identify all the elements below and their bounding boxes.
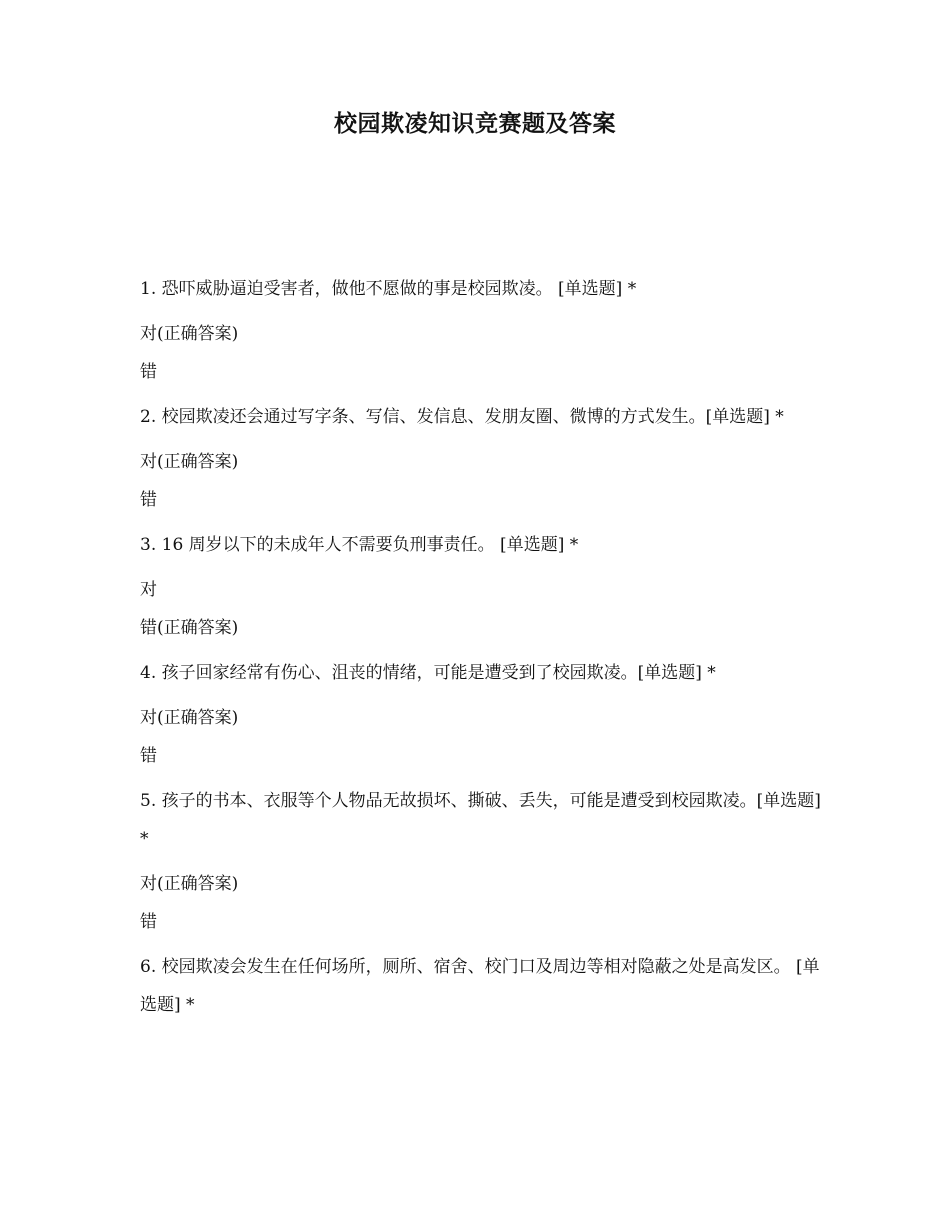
question-2-option-2: 错 xyxy=(140,490,157,510)
document-title: 校园欺凌知识竞赛题及答案 xyxy=(334,110,616,137)
question-2-option-1: 对(正确答案) xyxy=(140,452,239,472)
question-1-option-1: 对(正确答案) xyxy=(140,324,239,344)
question-2-text: 2. 校园欺凌还会通过写字条、写信、发信息、发朋友圈、微博的方式发生。[单选题] * xyxy=(140,407,784,427)
question-6-text: 6. 校园欺凌会发生在任何场所，厕所、宿舍、校门口及周边等相对隐蔽之处是高发区。 [单选题] * xyxy=(140,957,820,1015)
question-3-option-1: 对 xyxy=(140,580,157,600)
question-3-option-2: 错(正确答案) xyxy=(140,618,239,638)
question-4-option-2: 错 xyxy=(140,746,157,766)
question-5-option-2: 错 xyxy=(140,912,157,932)
question-4-text: 4. 孩子回家经常有伤心、沮丧的情绪，可能是遭受到了校园欺凌。[单选题] * xyxy=(140,663,716,683)
question-1-text: 1. 恐吓威胁逼迫受害者，做他不愿做的事是校园欺凌。 [单选题] * xyxy=(140,279,637,299)
question-3-text: 3. 16 周岁以下的未成年人不需要负刑事责任。 [单选题] * xyxy=(140,535,579,555)
question-4-option-1: 对(正确答案) xyxy=(140,708,239,728)
question-5-text: 5. 孩子的书本、衣服等个人物品无故损坏、撕破、丢失，可能是遭受到校园欺凌。[单选题] * xyxy=(140,791,821,849)
question-list xyxy=(140,270,824,1024)
question-1-option-2: 错 xyxy=(140,362,157,382)
question-5-option-1: 对(正确答案) xyxy=(140,874,239,894)
